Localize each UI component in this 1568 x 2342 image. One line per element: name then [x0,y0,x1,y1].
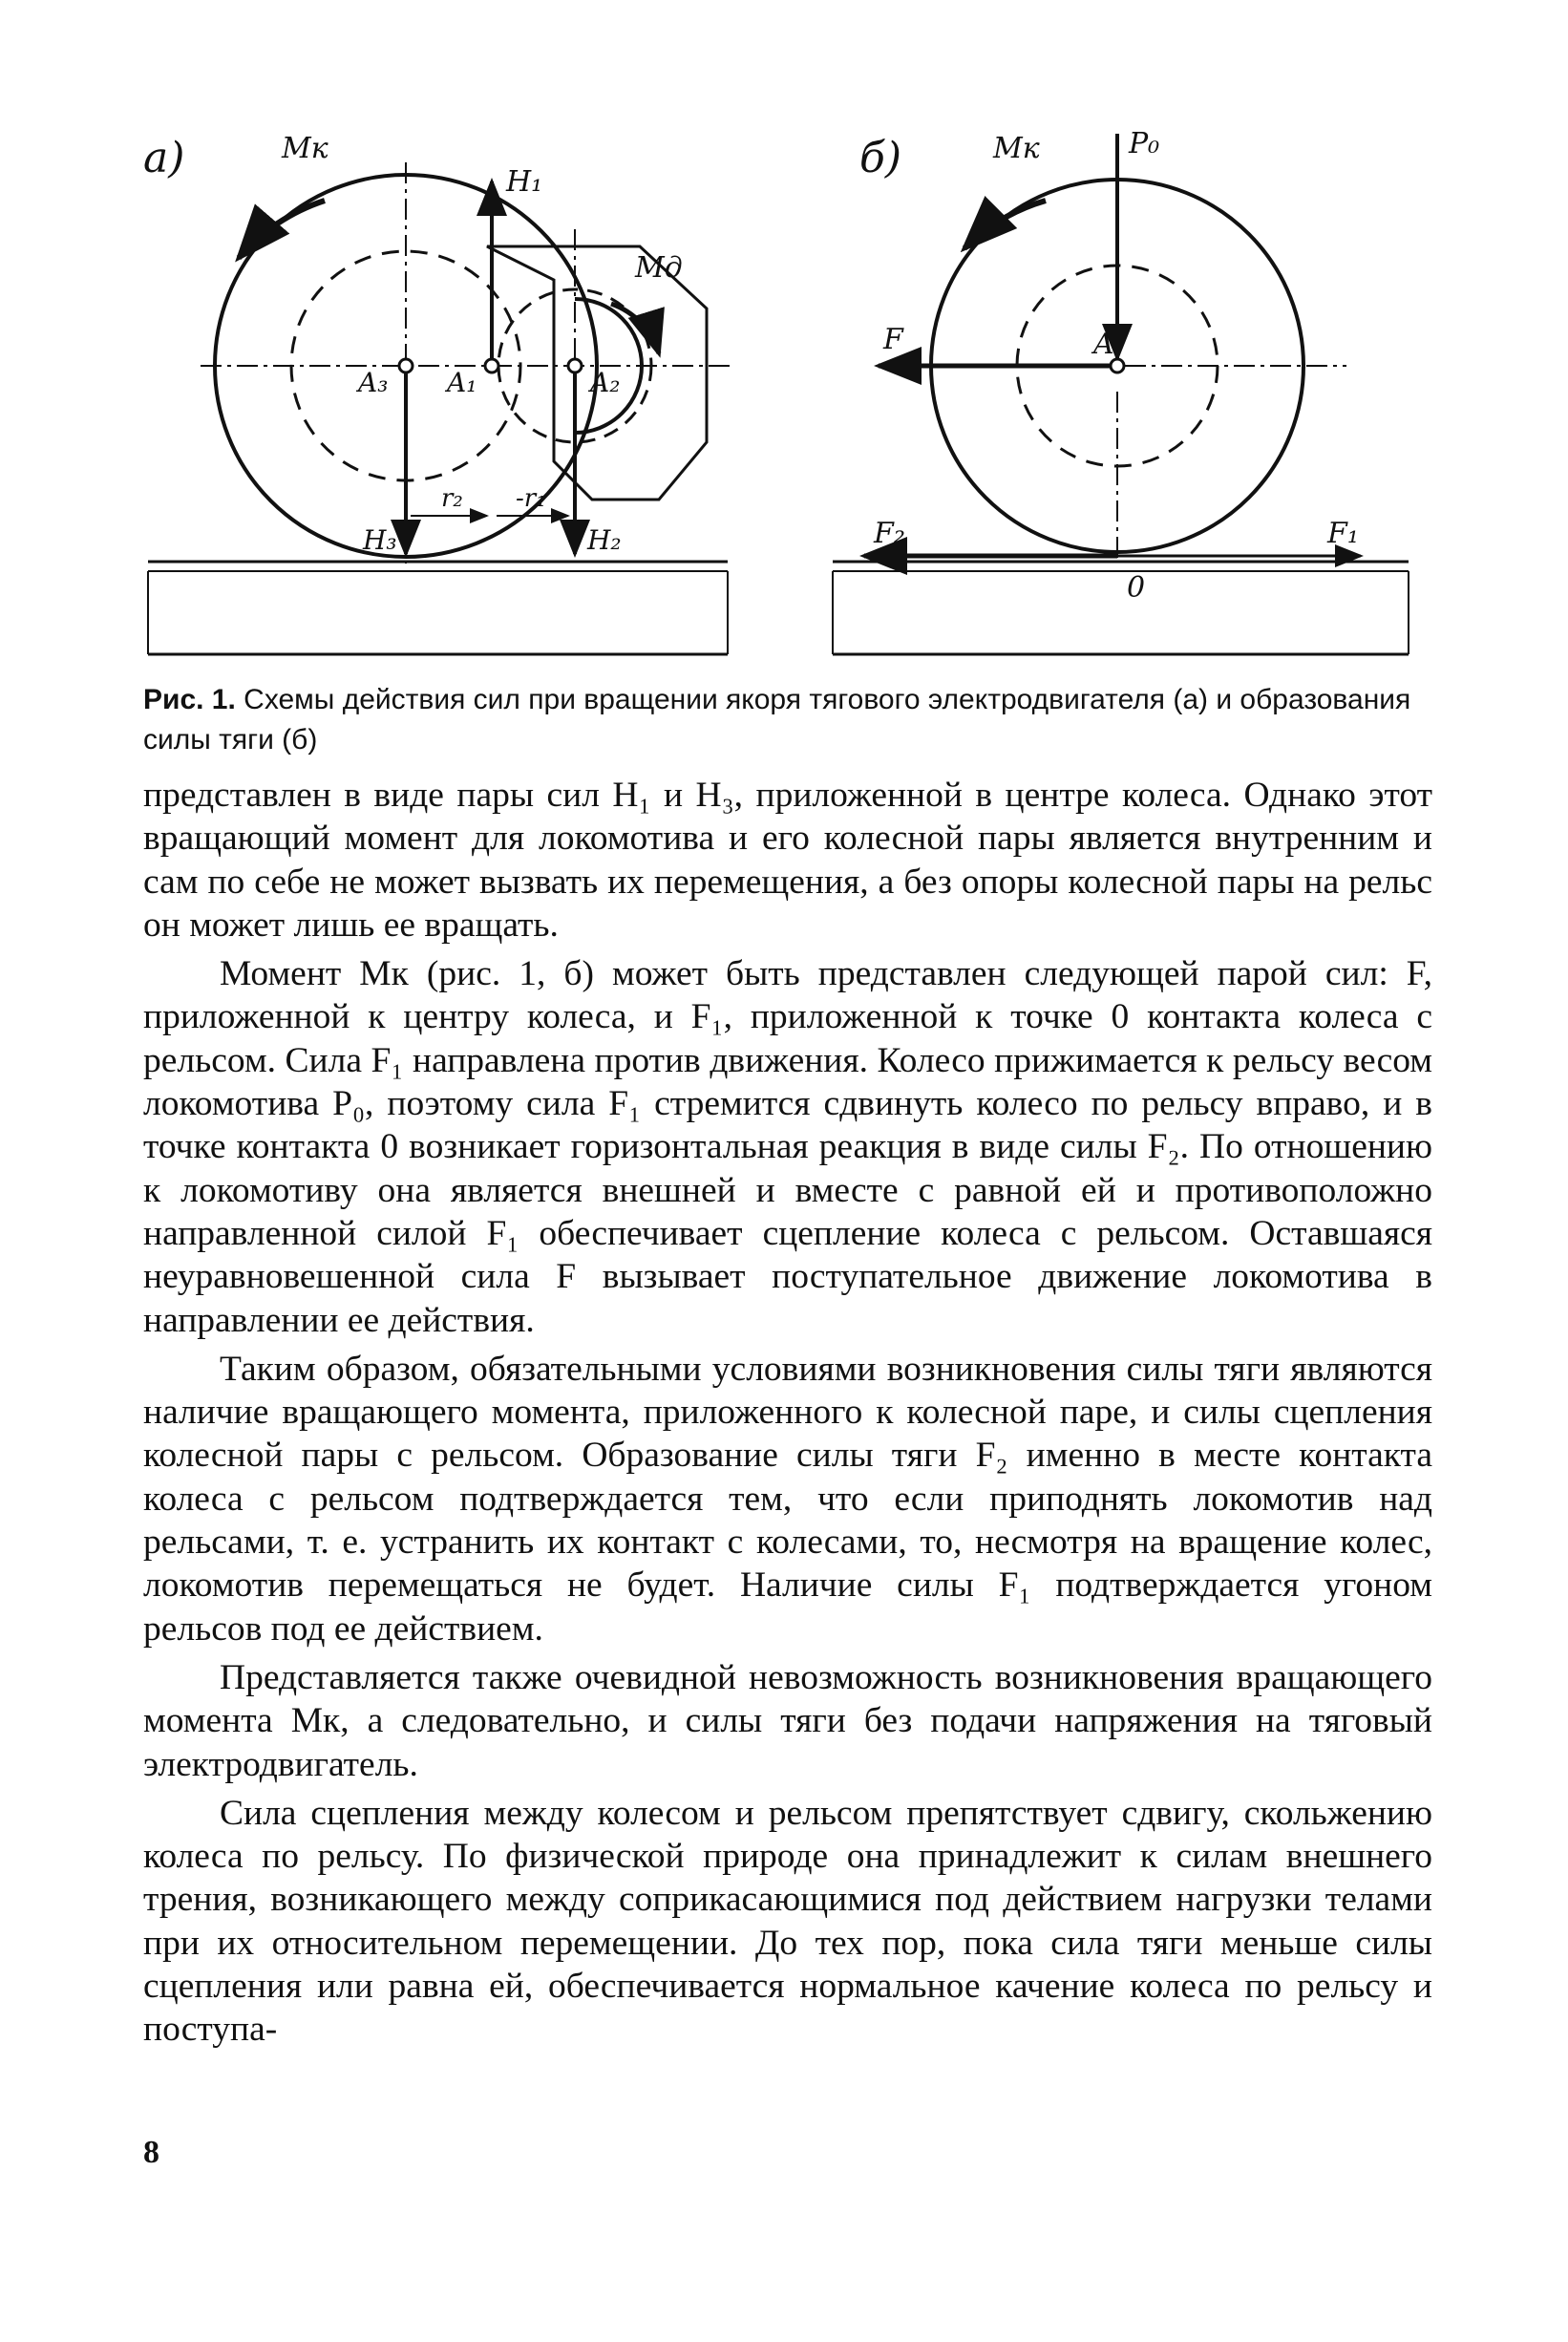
label-a: A [1093,328,1114,361]
panel-b [833,127,1409,654]
page-number: 8 [143,2135,159,2170]
moment-mk-a [239,201,325,258]
panel-b-label: б) [859,134,902,182]
paragraph-4: Представляется также очевидной невозможность возникновения вращающего момента Mк, а следовательно, и силы тяги без подачи напряжения на тяговый электродвигатель. [143,1657,1432,1784]
moment-md [611,304,659,353]
label-mk-a: Мк [282,132,328,165]
label-f2: F₂ [874,517,905,550]
rail-b [833,562,1409,654]
body-text [143,774,1432,2057]
label-a3: A₃ [358,367,389,398]
figure-caption [143,680,1432,760]
label-r2: r₂ [441,484,463,513]
paragraph-3: Таким образом, обязательными условиями возникновения силы тяги являются наличие вращающего момента, приложенного к колесной паре, и силы сцепления колесной пары с рельсом. Образование силы тяги F₂ именно в месте контакта колеса с рельсом подтверждается тем, что если приподнять локомотив над рельсами, т. е. устранить их контакт с колесами, то, несмотря на вращение колес, локомотив перемещаться не будет. Наличие силы F₁ подтверждается угоном рельсов под ее действием. [143,1349,1432,1649]
label-h3: H₃ [363,524,397,556]
label-a1: A₁ [447,367,477,398]
panel-a [143,132,735,654]
paragraph-1: представлен в виде пары сил H₁ и H₃, приложенной в центре колеса. Однако этот вращающий момент для локомотива и его колесной пары является внутренним и сам по себе не может вызвать их перемещения, а без опоры колесной пары на рельс он может лишь ее вращать. [143,776,1432,945]
label-f: F [883,323,903,356]
paragraph-5: Сила сцепления между колесом и рельсом препятствует сдвигу, скольжению колеса по рельсу. По физической природе она принадлежит к силам внешнего трения, возникающего между соприкасающимися под действием нагрузки телами при их относительном перемещении. До тех пор, пока сила тяги меньше силы сцепления или равна ей, обеспечивается нормальное качение колеса по рельсу и поступа- [143,1793,1432,2050]
figure-1-drawing [143,115,1432,669]
label-h2: H₂ [587,524,622,556]
figure-1 [143,115,1432,669]
label-a2: A₂ [590,367,621,398]
label-p0: P₀ [1129,127,1160,160]
label-h1: H₁ [506,165,543,199]
caption-text: Схемы действия сил при вращении якоря тягового электродвигателя (а) и образования силы тяги (б) [143,684,1411,756]
label-r1: -r₁ [516,484,546,513]
caption-label: Рис. 1. [143,684,236,715]
rail-a [148,562,728,654]
label-o: 0 [1127,571,1146,605]
panel-a-label: а) [143,134,185,182]
label-mk-b: Мк [993,132,1040,165]
paragraph-2: Момент Mк (рис. 1, б) может быть представлен следующей парой сил: F, приложенной к центру колеса, и F₁, приложенной к точке 0 контакта колеса с рельсом. Сила F₁ направлена против движения. Колесо прижимается к рельсу весом локомотива P₀, поэтому сила F₁ стремится сдвинуть колесо по рельсу вправо, и в точке контакта 0 возникает горизонтальная реакция в виде силы F₂. По отношению к локомотиву она является внешней и вместе с равной ей и противоположно направленной силой F₁ обеспечивает сцепление колеса с рельсом. Оставшаяся неуравновешенной сила F вызывает поступательное движение локомотива в направлении ее действия. [143,954,1432,1340]
label-f1: F₁ [1327,517,1359,550]
label-md: Мд [635,251,683,285]
